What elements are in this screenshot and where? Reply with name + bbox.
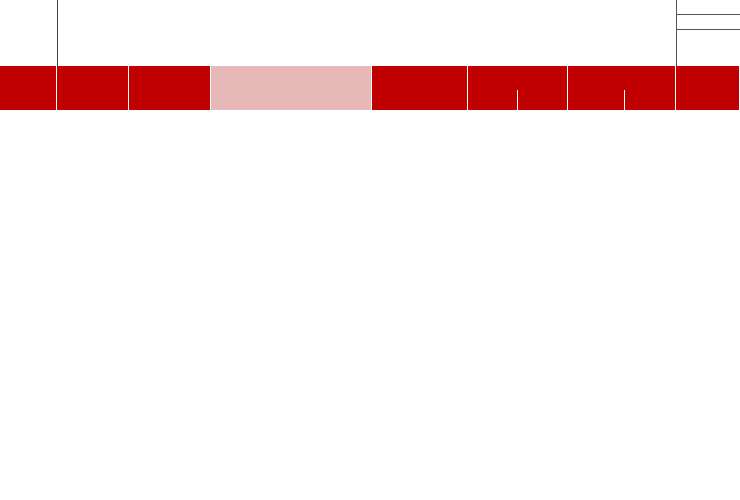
document-title — [58, 0, 676, 66]
logo-box — [0, 0, 58, 67]
meta-line-2 — [676, 29, 740, 30]
header-nivel-nacional[interactable] — [518, 90, 568, 110]
header-vigente[interactable] — [676, 66, 740, 110]
header-tipo-group[interactable] — [568, 66, 676, 90]
header-anio-emision[interactable] — [0, 66, 57, 110]
header-articulos[interactable] — [211, 66, 372, 110]
header-nivel-territorial[interactable] — [468, 90, 518, 110]
header-proceso-asociado[interactable] — [372, 66, 468, 110]
header-descripcion[interactable] — [129, 66, 211, 110]
header-quien-expide[interactable] — [57, 66, 129, 110]
meta-line-1 — [676, 14, 740, 15]
meta-divider — [676, 0, 677, 66]
header-interno[interactable] — [568, 90, 625, 110]
header-lugar-group[interactable] — [468, 66, 568, 90]
header-externo[interactable] — [625, 90, 676, 110]
